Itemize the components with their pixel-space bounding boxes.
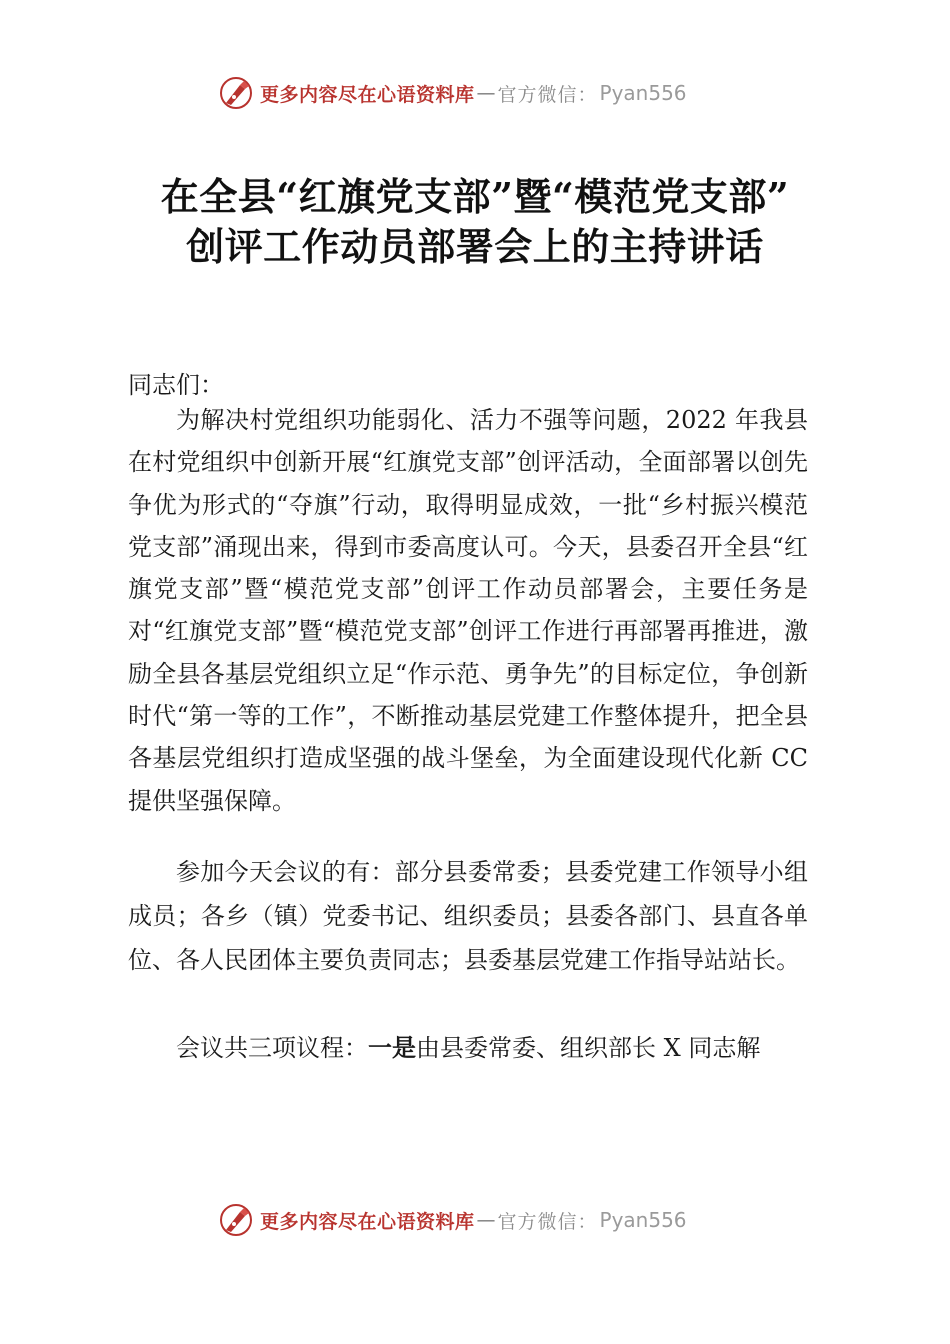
watermark-header bbox=[218, 73, 738, 113]
watermark-wechat-id: Pyan556 bbox=[599, 81, 687, 105]
watermark-dash: — bbox=[476, 1209, 496, 1231]
pen-nib-logo-icon bbox=[218, 1202, 254, 1238]
watermark-wechat-id: Pyan556 bbox=[599, 1208, 687, 1232]
document-title-line-1: 在全县“红旗党支部”暨“模范党支部” bbox=[160, 174, 790, 219]
watermark-official-label: 官方微信： bbox=[497, 1210, 598, 1233]
watermark-lead-text: 更多内容尽在心语资料库 bbox=[260, 1210, 475, 1233]
watermark-official-label: 官方微信： bbox=[497, 83, 598, 106]
paragraph-3-bold-marker: 一是 bbox=[368, 1034, 416, 1062]
paragraph-2: 参加今天会议的有：部分县委常委；县委党建工作领导小组成员；各乡（镇）党委书记、组织委员；县委各部门、县直各单位、各人民团体主要负责同志；县委基层党建工作指导站站长。 bbox=[128, 858, 808, 974]
paragraph-3 bbox=[128, 1027, 808, 1069]
paragraph-3-rest: 由县委常委、组织部长 X 同志解 bbox=[416, 1034, 761, 1062]
salutation: 同志们： bbox=[128, 371, 224, 399]
watermark-dash: — bbox=[476, 82, 496, 104]
watermark-lead-text: 更多内容尽在心语资料库 bbox=[260, 83, 475, 106]
paragraph-3-lead: 会议共三项议程： bbox=[176, 1034, 368, 1062]
paragraph-1: 为解决村党组织功能弱化、活力不强等问题，2022 年我县在村党组织中创新开展“红旗党支部”创评活动，全面部署以创先争优为形式的“夺旗”行动，取得明显成效，一批“乡村振兴模范党支部”涌现出来，得到市委高度认可。今天，县委召开全县“红旗党支部”暨“模范党支部”创评工作动员部署会，主要任务是对“红旗党支部”暨“模范党支部”创评工作进行再部署再推进，激励全县各基层党组织立足“作示范、勇争先”的目标定位，争创新时代“第一等的工作”，不断推动基层党建工作整体提升，把全县各基层党组织打造成坚强的战斗堡垒，为全面建设现代化新 CC 提供坚强保障。 bbox=[128, 406, 808, 815]
document-title-line-2: 创评工作动员部署会上的主持讲话 bbox=[186, 224, 764, 269]
watermark-footer bbox=[218, 1200, 738, 1240]
pen-nib-logo-icon bbox=[218, 75, 254, 111]
